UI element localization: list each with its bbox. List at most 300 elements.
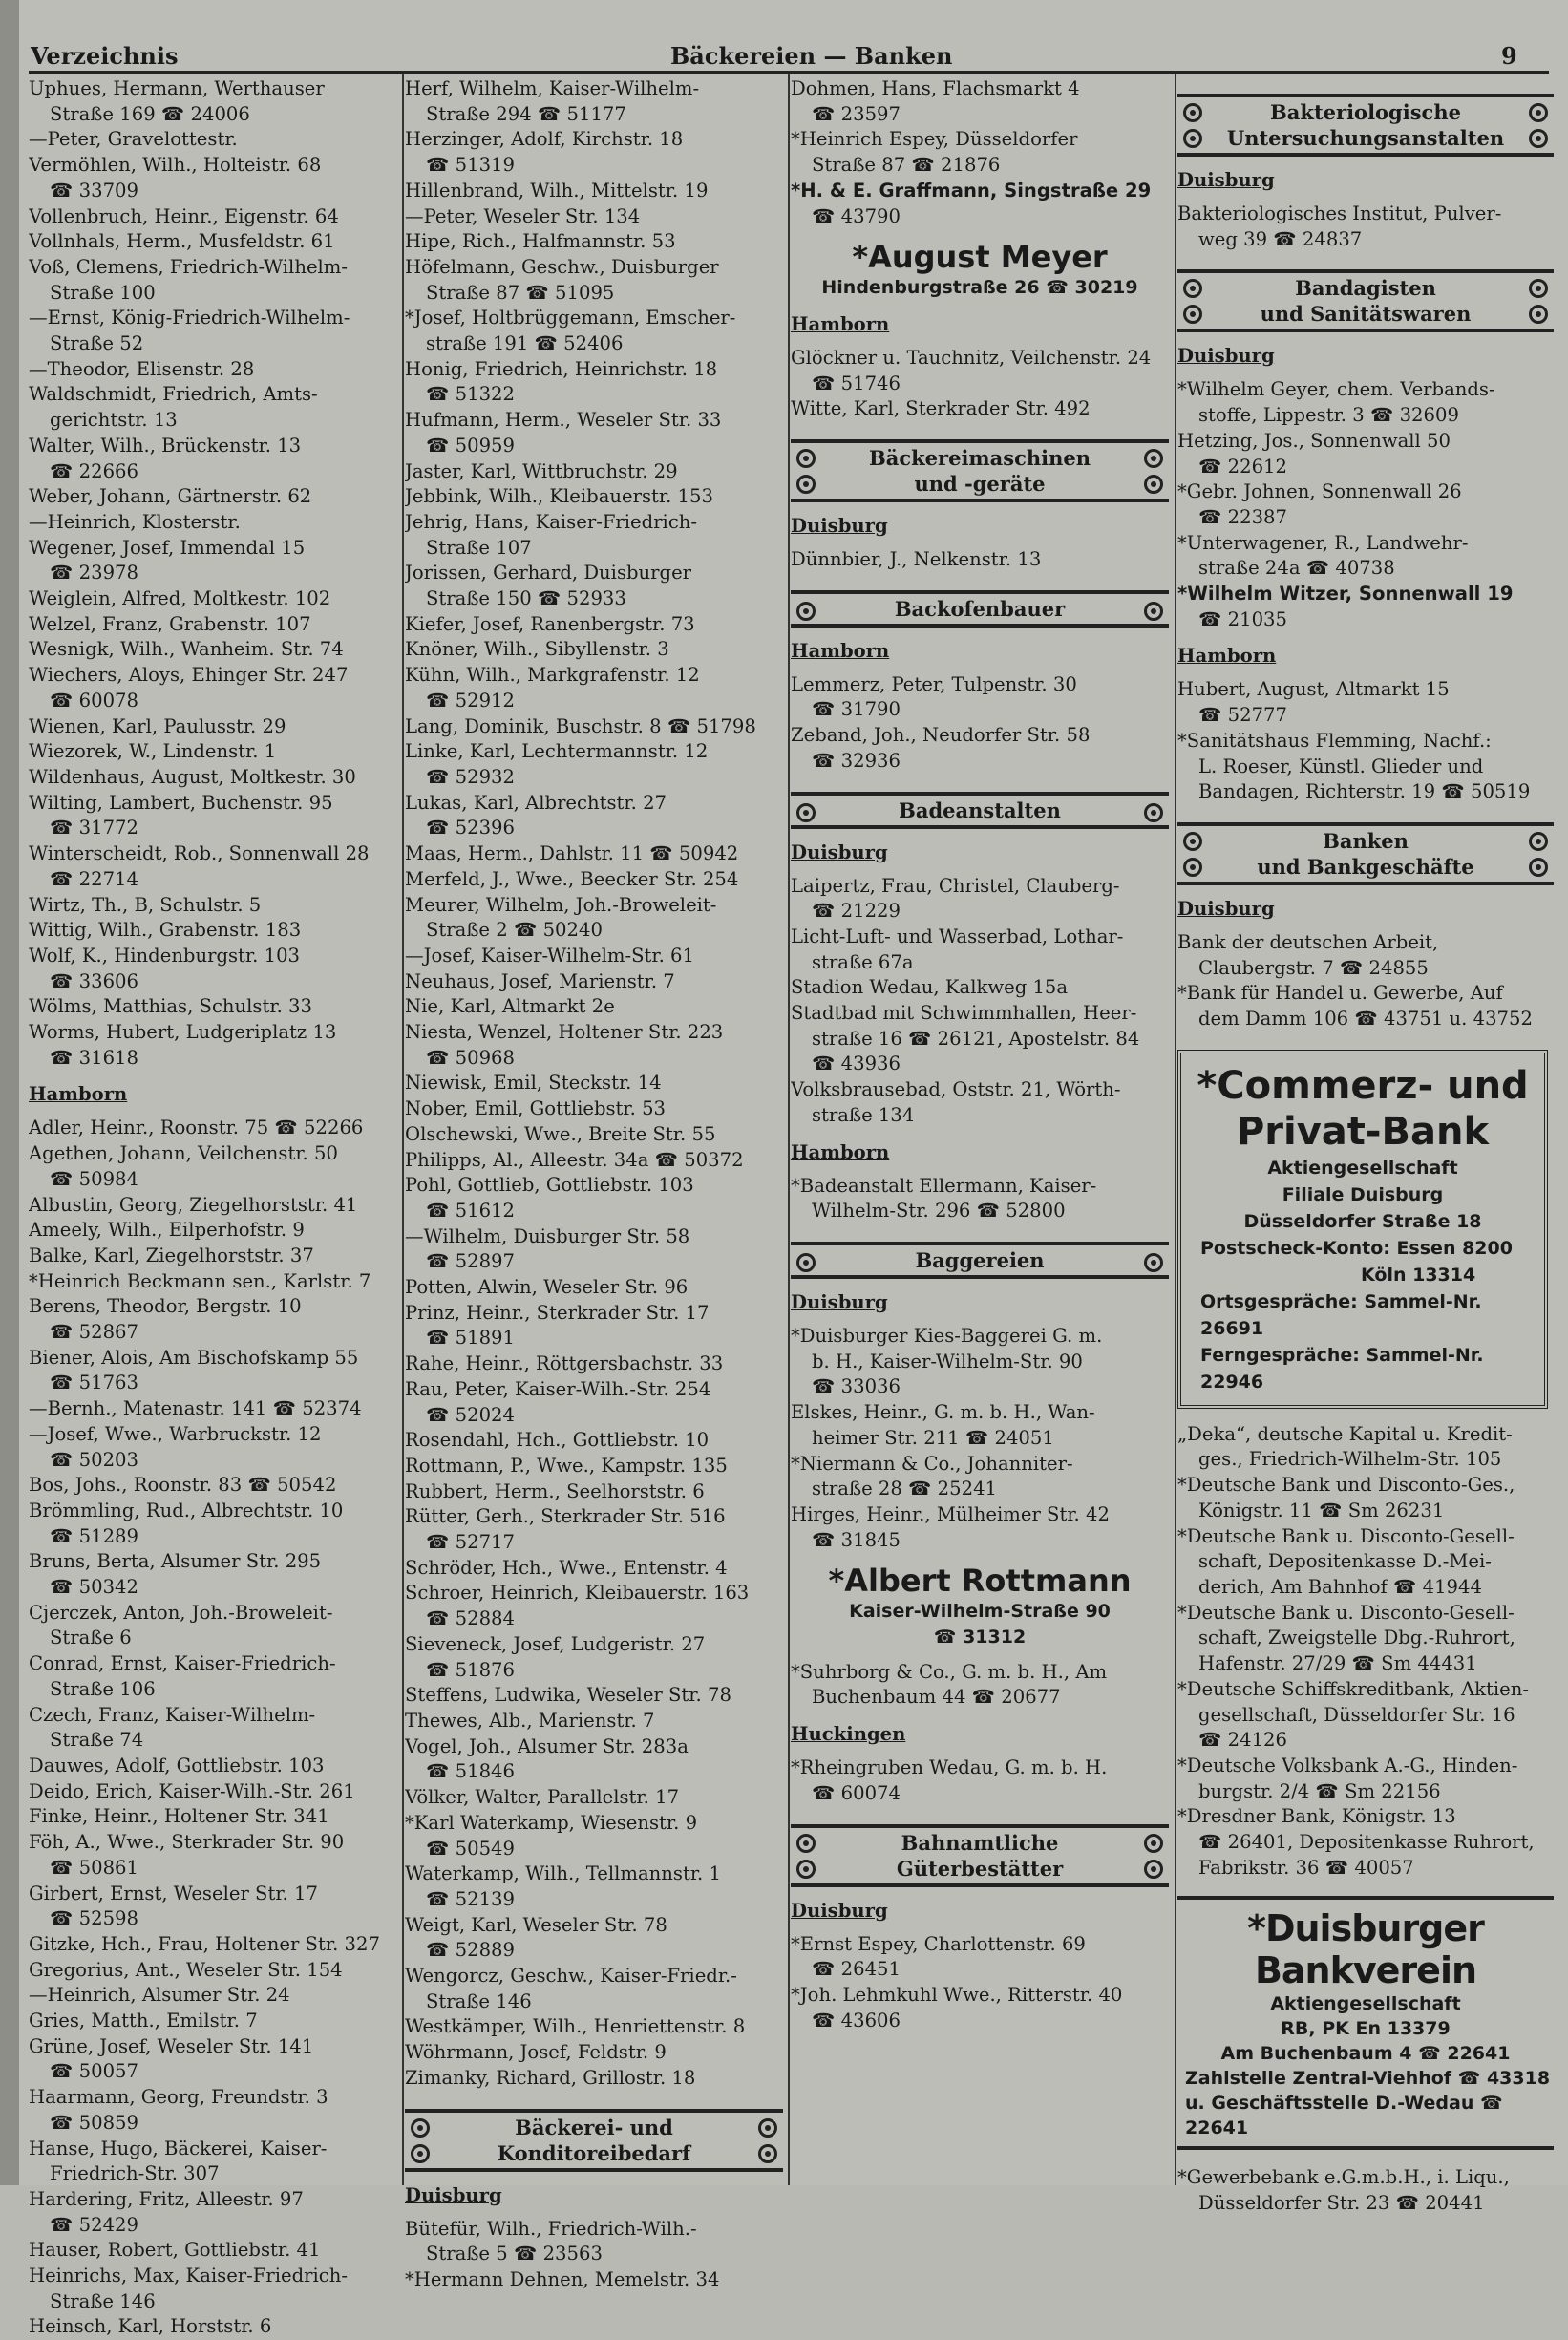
entry-continuation: ☎ 21229 [812,900,901,923]
entry-continuation: Straße 294 ☎ 51177 [426,102,626,125]
section-heading [791,1242,1169,1279]
city-heading: Duisburg [791,515,888,538]
section-heading [1177,822,1554,885]
directory-entry: Biener, Alois, Am Bischofskamp 55 [29,1346,359,1369]
ornament-icon [796,475,816,494]
ornament-icon [411,2144,430,2163]
directory-entry: Kühn, Wilh., Markgrafenstr. 12 [405,664,700,687]
entry-continuation: Straße 150 ☎ 52933 [426,587,626,610]
directory-entry: Wolf, K., Hindenburgstr. 103 [29,944,301,967]
directory-entry: —Peter, Weseler Str. 134 [405,204,641,227]
column-3 [791,76,1169,2033]
directory-entry: Wiezorek, W., Lindenstr. 1 [29,740,277,763]
directory-entry: *Deutsche Schiffskreditbank, Aktien- [1177,1677,1530,1700]
city-heading: Duisburg [791,1290,888,1313]
directory-entry: *Dresdner Bank, Königstr. 13 [1177,1805,1456,1828]
ad-address: Düsseldorfer Straße 18 [1243,1210,1482,1232]
directory-entry: Wiechers, Aloys, Ehinger Str. 247 [29,664,349,687]
entry-continuation: b. H., Kaiser-Wilhelm-Str. 90 [812,1350,1083,1372]
directory-entry: —Heinrich, Klosterstr. [29,510,241,533]
directory-entry: Dohmen, Hans, Flachsmarkt 4 [791,77,1080,99]
entry-continuation: ☎ 51289 [50,1524,138,1547]
directory-entry: Hardering, Fritz, Alleestr. 97 [29,2187,304,2210]
ornament-icon [1144,1834,1163,1853]
directory-entry: *Ernst Espey, Charlottenstr. 69 [791,1932,1086,1955]
directory-entry: Wöhrmann, Josef, Feldstr. 9 [405,2041,667,2064]
directory-entry: —Heinrich, Alsumer Str. 24 [29,1984,290,2007]
entry-continuation: ☎ 52889 [426,1939,515,1962]
section-heading-line: Badeanstalten [899,798,1061,822]
directory-entry: *Deutsche Bank u. Disconto-Gesell- [1177,1524,1515,1547]
directory-entry: Kiefer, Josef, Ranenbergstr. 73 [405,612,695,635]
directory-entry: Agethen, Johann, Veilchenstr. 50 [29,1142,338,1165]
directory-entry: Jebbink, Wilh., Kleibauerstr. 153 [405,485,713,508]
ad-name: *Albert Rottmann [828,1563,1132,1600]
section-heading-line: und Sanitätswaren [1260,302,1472,327]
city-heading: Duisburg [791,1899,888,1922]
directory-entry: Völker, Walter, Parallelstr. 17 [405,1786,680,1809]
directory-entry: Philipps, Al., Alleestr. 34a ☎ 50372 [405,1148,744,1171]
ornament-icon [796,1834,816,1853]
column-rule [1175,74,1176,2185]
directory-entry: Zimanky, Richard, Grillostr. 18 [405,2066,696,2089]
ornament-icon [1183,832,1202,851]
directory-entry: *Heinrich Espey, Düsseldorfer [791,128,1078,151]
directory-entry: *Deutsche Bank und Disconto-Ges., [1177,1474,1515,1497]
directory-entry: Schröder, Hch., Wwe., Entenstr. 4 [405,1556,728,1579]
directory-entry: Schroer, Heinrich, Kleibauerstr. 163 [405,1582,750,1605]
directory-entry: Dauwes, Adolf, Gottliebstr. 103 [29,1755,325,1776]
directory-entry: *Unterwagener, R., Landwehr- [1177,531,1469,554]
entry-continuation: ☎ 26401, Depositenkasse Ruhrort, [1198,1831,1535,1854]
ornament-icon [1144,803,1163,822]
directory-entry: Albustin, Georg, Ziegelhorststr. 41 [29,1193,358,1216]
ornament-icon [1529,129,1548,148]
entry-continuation: ☎ 23597 [812,102,901,125]
city-heading: Duisburg [405,2183,502,2206]
directory-entry: Nie, Karl, Altmarkt 2e [405,995,615,1018]
directory-entry: Rahe, Heinr., Röttgersbachstr. 33 [405,1352,724,1375]
ad-address: Am Buchenbaum 4 ☎ 22641 [1220,2043,1511,2065]
entry-continuation: ☎ 52717 [426,1531,515,1554]
entry-continuation: burgstr. 2/4 ☎ Sm 22156 [1198,1779,1441,1802]
entry-continuation: Friedrich-Str. 307 [50,2162,220,2185]
entry-continuation: weg 39 ☎ 24837 [1198,227,1363,250]
city-heading: Hamborn [791,1140,890,1163]
ornament-icon [1183,858,1202,877]
display-ad [791,239,1169,301]
ornament-icon [796,449,816,468]
directory-entry: Walter, Wilh., Brückenstr. 13 [29,434,302,457]
ornament-icon [1144,449,1163,468]
directory-entry: Herzinger, Adolf, Kirchstr. 18 [405,128,684,151]
entry-continuation: Hafenstr. 27/29 ☎ Sm 44431 [1198,1652,1477,1675]
directory-entry: *Badeanstalt Ellermann, Kaiser- [791,1174,1097,1197]
directory-entry: Knöner, Wilh., Sibyllenstr. 3 [405,638,669,661]
entry-continuation: Straße 107 [426,536,532,559]
section-heading-line: Untersuchungsanstalten [1226,126,1505,150]
directory-entry: Stadion Wedau, Kalkweg 15a [791,976,1069,999]
directory-entry: Uphues, Hermann, Werthauser [29,77,325,99]
directory-entry: Vermöhlen, Wilh., Holteistr. 68 [29,154,322,177]
ornament-icon [796,602,816,621]
ad-line: ☎ 31312 [933,1627,1027,1649]
entry-continuation: ☎ 31772 [50,817,138,840]
entry-continuation: ☎ 52024 [426,1403,515,1426]
ornament-icon [758,2144,777,2163]
directory-entry: Waterkamp, Wilh., Tellmannstr. 1 [405,1862,721,1885]
entry-continuation: ☎ 50861 [50,1856,138,1879]
section-heading-line: und Bankgeschäfte [1257,854,1474,879]
directory-entry: Lemmerz, Peter, Tulpenstr. 30 [791,672,1077,695]
ad-subtitle: Aktiengesellschaft [1267,1157,1458,1179]
directory-entry: Cjerczek, Anton, Joh.-Broweleit- [29,1601,333,1624]
directory-entry: Laipertz, Frau, Christel, Clauberg- [791,874,1120,897]
entry-continuation: ☎ 52884 [426,1607,515,1630]
entry-continuation: Buchenbaum 44 ☎ 20677 [812,1686,1061,1709]
entry-continuation: ☎ 50959 [426,434,515,457]
section-heading [791,590,1169,628]
directory-entry: Finke, Heinr., Holtener Str. 341 [29,1805,329,1828]
entry-continuation: ☎ 32936 [812,749,901,772]
directory-entry: Rottmann, P., Wwe., Kampstr. 135 [405,1454,728,1477]
ornament-icon [796,1253,816,1272]
directory-entry: Neuhaus, Josef, Marienstr. 7 [405,969,675,992]
entry-continuation: ☎ 50859 [50,2111,138,2134]
entry-continuation: Claubergstr. 7 ☎ 24855 [1198,956,1429,979]
directory-entry: Rubbert, Herm., Seelhorststr. 6 [405,1479,705,1502]
section-heading-line: Bäckereimaschinen [868,446,1091,471]
directory-entry: Rosendahl, Hch., Gottliebstr. 10 [405,1429,710,1452]
directory-entry: Prinz, Heinr., Sterkrader Str. 17 [405,1301,710,1324]
header-left: Verzeichnis [31,42,179,70]
directory-entry: Hirges, Heinr., Mülheimer Str. 42 [791,1502,1110,1525]
ornament-icon [1183,103,1202,122]
directory-entry: Grüne, Josef, Weseler Str. 141 [29,2034,314,2057]
entry-continuation: ☎ 51763 [50,1372,138,1394]
directory-entry: Lukas, Karl, Albrechtstr. 27 [405,791,667,814]
entry-continuation: Straße 146 [50,2289,156,2312]
ornament-icon [1529,858,1548,877]
section-heading-line: Banken [1323,828,1409,853]
directory-entry: *Duisburger Kies-Baggerei G. m. [791,1324,1103,1347]
entry-continuation: ☎ 43936 [812,1053,901,1075]
directory-entry: Bank der deutschen Arbeit, [1177,930,1439,953]
directory-entry: Bos, Johs., Roonstr. 83 ☎ 50542 [29,1474,337,1497]
directory-entry: *Gebr. Johnen, Sonnenwall 26 [1177,480,1462,503]
column-rule [402,74,404,2185]
section-heading-line: und -geräte [914,472,1046,497]
directory-entry: Sieveneck, Josef, Ludgeristr. 27 [405,1632,706,1655]
directory-entry: Wildenhaus, August, Moltkestr. 30 [29,765,356,788]
entry-continuation: Straße 100 [50,281,156,304]
directory-entry: Olschewski, Wwe., Breite Str. 55 [405,1122,716,1145]
entry-continuation: derich, Am Bahnhof ☎ 41944 [1198,1575,1482,1598]
entry-continuation: ☎ 60074 [812,1781,901,1804]
entry-continuation: gesellschaft, Düsseldorfer Str. 16 [1198,1703,1515,1726]
section-heading-line: Bahnamtliche [901,1830,1059,1855]
directory-entry: Gries, Matth., Emilstr. 7 [29,2010,258,2032]
section-heading-line: Konditoreibedarf [497,2140,691,2165]
entry-continuation: schaft, Zweigstelle Dbg.-Ruhrort, [1198,1627,1515,1649]
directory-entry: Girbert, Ernst, Weseler Str. 17 [29,1882,318,1904]
entry-continuation: Straße 52 [50,332,144,355]
entry-continuation: straße 134 [812,1103,915,1126]
entry-continuation: Wilhelm-Str. 296 ☎ 52800 [812,1200,1066,1223]
directory-entry: —Peter, Gravelottestr. [29,128,238,151]
ad-long-calls: Ferngespräche: Sammel-Nr. 22946 [1200,1344,1484,1393]
section-heading-line: Bakteriologische [1270,100,1461,124]
directory-entry: Jorissen, Gerhard, Duisburger [405,562,692,585]
entry-continuation: Straße 5 ☎ 23563 [426,2243,603,2266]
entry-continuation: ☎ 43790 [812,204,901,227]
entry-continuation: ☎ 52598 [50,1907,138,1930]
directory-entry: *Suhrborg & Co., G. m. b. H., Am [791,1660,1108,1683]
city-heading: Duisburg [791,840,888,863]
directory-entry: Nober, Emil, Gottliebstr. 53 [405,1097,667,1120]
directory-entry: Meurer, Wilhelm, Joh.-Broweleit- [405,893,717,916]
directory-entry: Jaster, Karl, Wittbruchstr. 29 [405,459,678,482]
directory-entry: Potten, Alwin, Weseler Str. 96 [405,1276,689,1299]
column-2 [405,76,783,2293]
ad-branch-1: Zahlstelle Zentral-Viehhof ☎ 43318 [1185,2068,1551,2090]
header-center: Bäckereien — Banken [670,42,953,70]
entry-continuation: Straße 87 ☎ 21876 [812,154,1001,177]
entry-continuation: L. Roeser, Künstl. Glieder und [1198,755,1484,777]
ornament-icon [1529,103,1548,122]
directory-entry: —Bernh., Matenastr. 141 ☎ 52374 [29,1397,362,1420]
directory-entry: Rau, Peter, Kaiser-Wilh.-Str. 254 [405,1377,711,1400]
directory-entry: Weigt, Karl, Weseler Str. 78 [405,1913,667,1936]
directory-entry: Hauser, Robert, Gottliebstr. 41 [29,2239,321,2262]
directory-entry: Hubert, August, Altmarkt 15 [1177,678,1450,701]
column-1 [29,76,397,2340]
directory-entry: „Deka“, deutsche Kapital u. Kredit- [1177,1422,1513,1445]
directory-entry: Witte, Karl, Sterkrader Str. 492 [791,397,1091,420]
entry-continuation: ☎ 50549 [426,1837,515,1860]
ornament-icon [1529,832,1548,851]
directory-entry: Welzel, Franz, Grabenstr. 107 [29,612,311,635]
entry-continuation: ☎ 31618 [50,1046,138,1069]
directory-entry: Brömmling, Rud., Albrechtstr. 10 [29,1499,344,1521]
directory-entry: Czech, Franz, Kaiser-Wilhelm- [29,1703,316,1726]
entry-continuation: ☎ 33709 [50,179,138,202]
entry-continuation: heimer Str. 211 ☎ 24051 [812,1426,1054,1449]
section-heading-line: Bäckerei- und [515,2115,673,2139]
directory-entry: Wirtz, Th., B, Schulstr. 5 [29,893,262,916]
entry-continuation: ☎ 52867 [50,1321,138,1344]
directory-entry: *Heinrich Beckmann sen., Karlstr. 7 [29,1269,371,1292]
directory-entry: *Wilhelm Geyer, chem. Verbands- [1177,378,1495,401]
entry-continuation: ☎ 51322 [426,383,515,406]
directory-entry: Rütter, Gerh., Sterkrader Str. 516 [405,1505,726,1528]
directory-entry: Elskes, Heinr., G. m. b. H., Wan- [791,1401,1095,1424]
entry-continuation: ☎ 33036 [812,1375,901,1398]
directory-entry: Licht-Luft- und Wasserbad, Lothar- [791,925,1124,947]
ad-subtitle: Aktiengesellschaft [1270,1993,1461,2015]
directory-entry: Zeband, Joh., Neudorfer Str. 58 [791,724,1091,747]
directory-entry: Herf, Wilhelm, Kaiser-Wilhelm- [405,77,700,99]
entry-continuation: ☎ 60078 [50,689,138,712]
ornament-icon [1144,475,1163,494]
directory-entry: Wittig, Wilh., Grabenstr. 183 [29,919,302,942]
entry-continuation: ☎ 26451 [812,1958,901,1981]
entry-continuation: ☎ 51746 [812,372,901,394]
directory-entry: Westkämper, Wilh., Henriettenstr. 8 [405,2015,746,2038]
entry-continuation: stoffe, Lippestr. 3 ☎ 32609 [1198,404,1459,427]
directory-entry: Föh, A., Wwe., Sterkrader Str. 90 [29,1831,345,1854]
ornament-icon [1144,602,1163,621]
ad-postscheck: Postscheck-Konto: Essen 8200 [1200,1237,1513,1259]
directory-entry: Winterscheidt, Rob., Sonnenwall 28 [29,842,370,865]
entry-continuation: ☎ 51846 [426,1760,515,1783]
ad-line: Hindenburgstraße 26 ☎ 30219 [821,277,1138,299]
section-heading [791,439,1169,502]
directory-entry: Jehrig, Hans, Kaiser-Friedrich- [405,510,698,533]
column-4 [1177,76,1554,2217]
directory-entry: Hipe, Rich., Halfmannstr. 53 [405,230,676,253]
directory-entry: Gitzke, Hch., Frau, Holtener Str. 327 [29,1932,380,1955]
entry-continuation: ☎ 52777 [1198,704,1287,727]
directory-entry: *Gewerbebank e.G.m.b.H., i. Liqu., [1177,2166,1510,2189]
directory-entry: Höfelmann, Geschw., Duisburger [405,255,719,278]
entry-continuation: ☎ 33606 [50,969,138,992]
section-heading-line: Bandagisten [1295,276,1436,301]
directory-entry: Vollenbruch, Heinr., Eigenstr. 64 [29,204,339,227]
directory-entry: Heinrichs, Max, Kaiser-Friedrich- [29,2265,348,2287]
entry-continuation: Straße 2 ☎ 50240 [426,919,603,942]
page-edge [0,0,19,2185]
entry-continuation: ☎ 52897 [426,1250,515,1273]
city-heading: Hamborn [791,639,890,662]
directory-entry: *Sanitätshaus Flemming, Nachf.: [1177,729,1492,752]
directory-entry: Conrad, Ernst, Kaiser-Friedrich- [29,1652,336,1675]
ad-line: Kaiser-Wilhelm-Straße 90 [849,1601,1111,1623]
directory-entry: Stadtbad mit Schwimmhallen, Heer- [791,1002,1137,1025]
directory-entry: —Ernst, König-Friedrich-Wilhelm- [29,307,350,330]
directory-entry: Dünnbier, J., Nelkenstr. 13 [791,548,1042,571]
directory-entry: Deido, Erich, Kaiser-Wilh.-Str. 261 [29,1779,355,1802]
directory-entry: —Josef, Wwe., Warbruckstr. 12 [29,1422,322,1445]
directory-entry: *Hermann Dehnen, Memelstr. 34 [405,2267,720,2290]
city-heading: Hamborn [791,312,890,335]
directory-entry: Thewes, Alb., Marienstr. 7 [405,1710,655,1732]
directory-entry: Hanse, Hugo, Bäckerei, Kaiser- [29,2137,328,2159]
directory-entry: Weber, Johann, Gärtnerstr. 62 [29,485,312,508]
entry-continuation: ☎ 50203 [50,1448,138,1471]
directory-entry: Bütefür, Wilh., Friedrich-Wilh.- [405,2217,697,2240]
directory-entry: *Wilhelm Witzer, Sonnenwall 19 [1177,583,1514,606]
entry-continuation: Königstr. 11 ☎ Sm 26231 [1198,1499,1445,1521]
city-heading: Duisburg [1177,345,1275,368]
directory-entry: Bakteriologisches Institut, Pulver- [1177,202,1502,224]
entry-continuation: ☎ 50968 [426,1046,515,1069]
entry-continuation: ☎ 51891 [426,1327,515,1350]
entry-continuation: straße 16 ☎ 26121, Apostelstr. 84 [812,1027,1140,1050]
entry-continuation: Straße 6 [50,1627,132,1649]
entry-continuation: ☎ 51319 [426,154,515,177]
entry-continuation: straße 28 ☎ 25241 [812,1478,998,1500]
directory-entry: Hufmann, Herm., Weseler Str. 33 [405,409,722,432]
directory-entry: Wienen, Karl, Paulusstr. 29 [29,714,286,737]
entry-continuation: ☎ 52912 [426,689,515,712]
entry-continuation: straße 191 ☎ 52406 [426,332,624,355]
directory-entry: Vogel, Joh., Alsumer Str. 283a [405,1734,689,1757]
section-heading [1177,94,1554,157]
directory-entry: Heinsch, Karl, Horststr. 6 [29,2315,272,2338]
directory-entry: Lang, Dominik, Buschstr. 8 ☎ 51798 [405,714,756,737]
directory-entry: Berens, Theodor, Bergstr. 10 [29,1295,302,1318]
section-heading [791,792,1169,829]
ad-title: *Commerz- und [1197,1063,1529,1108]
directory-entry: —Wilhelm, Duisburger Str. 58 [405,1224,690,1247]
ad-branch: Filiale Duisburg [1282,1183,1444,1205]
entry-continuation: dem Damm 106 ☎ 43751 u. 43752 [1198,1008,1533,1031]
entry-continuation: schaft, Depositenkasse D.-Mei- [1198,1550,1492,1573]
entry-continuation: ☎ 31845 [812,1528,901,1551]
ad-branch-2: u. Geschäftsstelle D.-Wedau ☎ 22641 [1185,2093,1503,2139]
directory-entry: Bruns, Berta, Alsumer Str. 295 [29,1550,322,1573]
directory-entry: Wilting, Lambert, Buchenstr. 95 [29,791,333,814]
ad-account: RB, PK En 13379 [1281,2018,1451,2040]
ornament-icon [1144,1253,1163,1272]
directory-entry: *Joh. Lehmkuhl Wwe., Ritterstr. 40 [791,1983,1123,2006]
directory-entry: Wölms, Matthias, Schulstr. 33 [29,995,312,1018]
directory-entry: Gregorius, Ant., Weseler Str. 154 [29,1958,343,1981]
entry-continuation: Straße 146 [426,1989,532,2012]
directory-entry: *Rheingruben Wedau, G. m. b. H. [791,1756,1108,1779]
directory-entry: Linke, Karl, Lechtermannstr. 12 [405,740,709,763]
section-heading-line: Baggereien [915,1247,1045,1272]
entry-continuation: Straße 106 [50,1677,156,1700]
entry-continuation: Straße 169 ☎ 24006 [50,102,250,125]
entry-continuation: Bandagen, Richterstr. 19 ☎ 50519 [1198,780,1531,803]
section-heading [791,1824,1169,1887]
entry-continuation: ges., Friedrich-Wilhelm-Str. 105 [1198,1448,1502,1471]
directory-entry: Pohl, Gottlieb, Gottliebstr. 103 [405,1174,694,1197]
city-heading: Hamborn [29,1083,128,1106]
directory-entry: —Josef, Kaiser-Wilhelm-Str. 61 [405,944,694,967]
directory-entry: Balke, Karl, Ziegelhorststr. 37 [29,1244,314,1266]
directory-entry: Worms, Hubert, Ludgeriplatz 13 [29,1021,337,1044]
directory-entry: Adler, Heinr., Roonstr. 75 ☎ 52266 [29,1117,364,1139]
entry-continuation: gerichtstr. 13 [50,409,178,432]
entry-continuation: straße 24a ☎ 40738 [1198,557,1395,580]
ornament-icon [758,2118,777,2138]
entry-continuation: ☎ 52932 [426,765,515,788]
directory-entry: Haarmann, Georg, Freundstr. 3 [29,2086,328,2109]
directory-entry: *H. & E. Graffmann, Singstraße 29 [791,179,1152,202]
entry-continuation: Düsseldorfer Str. 23 ☎ 20441 [1198,2192,1485,2215]
directory-entry: Ameely, Wilh., Eilperhofstr. 9 [29,1219,305,1242]
ad-postscheck-2: Köln 13314 [1361,1264,1476,1286]
directory-entry: Volksbrausebad, Oststr. 21, Wörth- [791,1078,1121,1101]
entry-continuation: ☎ 50057 [50,2060,138,2083]
entry-continuation: ☎ 51612 [426,1199,515,1222]
city-heading: Duisburg [1177,169,1275,191]
page-number: 9 [1501,42,1517,70]
directory-entry: *Bank für Handel u. Gewerbe, Auf [1177,982,1503,1005]
directory-entry: Vollnhals, Herm., Musfeldstr. 61 [29,230,335,253]
directory-entry: *Deutsche Volksbank A.-G., Hinden- [1177,1754,1518,1776]
directory-entry: *Karl Waterkamp, Wiesenstr. 9 [405,1811,698,1834]
section-heading [405,2109,783,2172]
commerz-bank-ad [1177,1050,1548,1409]
entry-continuation: Straße 87 ☎ 51095 [426,281,615,304]
directory-entry: Hillenbrand, Wilh., Mittelstr. 19 [405,179,709,202]
ad-name: *August Meyer [852,239,1108,276]
section-heading [1177,269,1554,332]
